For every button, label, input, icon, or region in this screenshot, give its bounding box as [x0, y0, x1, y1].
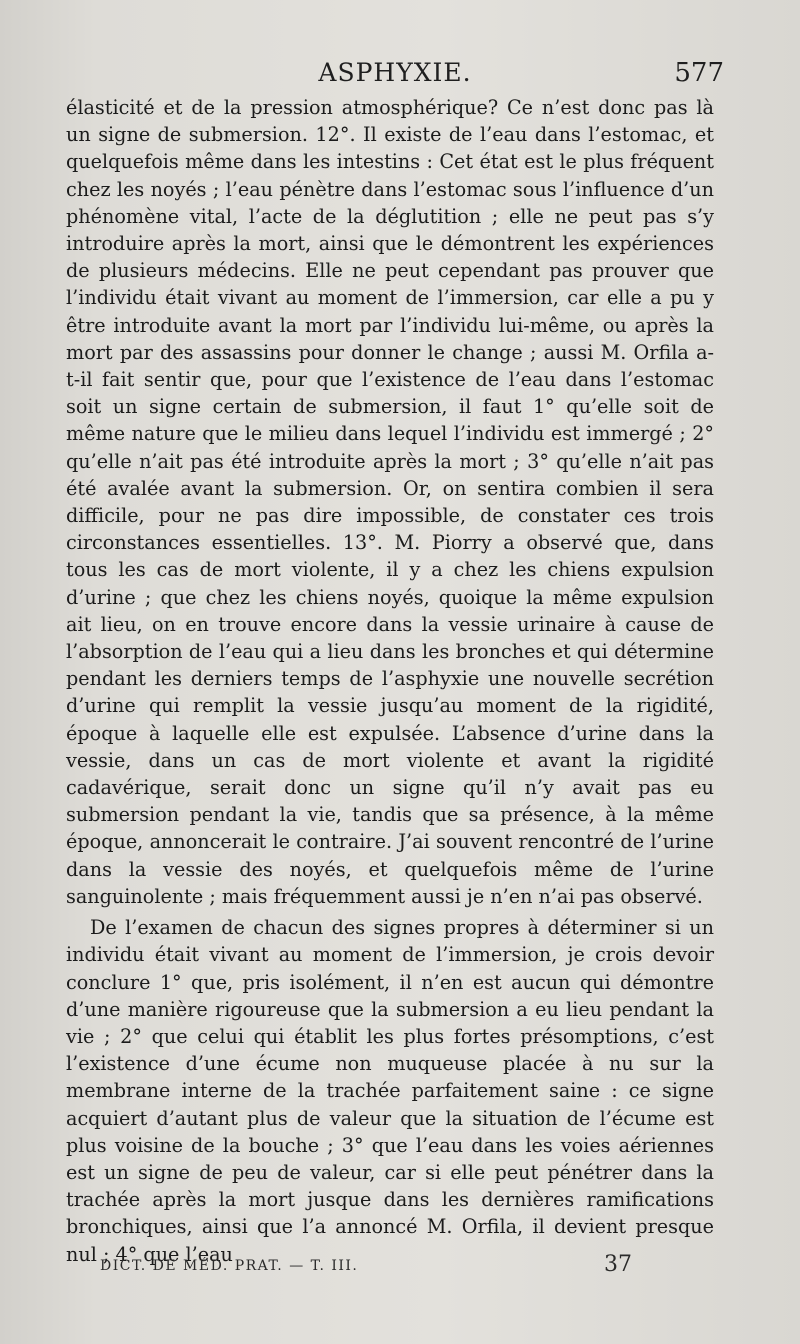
paragraph-2: De l’examen de chacun des signes propres à déterminer si un individu était vivant au moment de l’immersion, je crois devoir conclure 1° que, pris isolément, il n’en est aucun qui démontre d’une manière rigoureuse que la submersion a eu lieu pendant la vie ; 2° que celui qui établit les plus fortes présomptions, c’est l’existence d’une écume non muqueuse placée à nu sur la membrane interne de la trachée parfaitement saine : ce signe acquiert d’autant plus de valeur que la situation de l’écume est plus voisine de la bouche ; 3° que l’eau dans les voies aériennes est un signe de peu de valeur, car si elle peut pénétrer dans la trachée après la mort jusque dans les dernières ramifications bronchiques, ainsi que l’a annoncé M. Orfila, il devient presque nul ; 4° que l’eau: [66, 916, 714, 1266]
page-footer: [100, 1252, 660, 1282]
signature-mark: 37: [604, 1252, 632, 1277]
body-text: [66, 94, 714, 1268]
paragraph-1: élasticité et de la pression atmosphérique? Ce n’est donc pas là un signe de submersion. 12°. Il existe de l’eau dans l’estomac, et quelquefois même dans les intestins : Cet état est le plus fréquent chez les noyés ; l’eau pénètre dans l’estomac sous l’influence d’un phénomène vital, l’acte de la déglutition ; elle ne peut pas s’y introduire après la mort, ainsi que le démontrent les expériences de plusieurs médecins. Elle ne peut cependant pas prouver que l’individu était vivant au moment de l’immersion, car elle a pu y être introduite avant la mort par l’individu lui-même, ou après la mort par des assassins pour donner le change ; aussi M. Orfila a-t-il fait sentir que, pour que l’existence de l’eau dans l’estomac soit un signe certain de submersion, il faut 1° qu’elle soit de même nature que le milieu dans lequel l’individu est immergé ; 2° qu’elle n’ait pas été introduite après la mort ; 3° qu’elle n’ait pas été avalée avant la submersion. Or, on sentira combien il sera difficile, pour ne pas dire impossible, de constater ces trois circonstances essentielles. 13°. M. Piorry a observé que, dans tous les cas de mort violente, il y a chez les chiens expulsion d’urine ; que chez les chiens noyés, quoique la même expulsion ait lieu, on en trouve encore dans la vessie urinaire à cause de l’absorption de l’eau qui a lieu dans les bronches et qui détermine pendant les derniers temps de l’asphyxie une nouvelle secrétion d’urine qui remplit la vessie jusqu’au moment de la rigidité, époque à laquelle elle est expulsée. L’absence d’urine dans la vessie, dans un cas de mort violente et avant la rigidité cadavérique, serait donc un signe qu’il n’y avait pas eu submersion pendant la vie, tandis que sa présence, à la même époque, annoncerait le contraire. J’ai souvent rencontré de l’urine dans la vessie des noyés, et quelquefois même de l’urine sanguinolente ; mais fréquemment aussi je n’en n’ai pas observé.: [66, 96, 714, 908]
signature-line: DICT. DE MÉD. PRAT. — T. III.: [100, 1258, 359, 1274]
running-title: ASPHYXIE.: [318, 58, 472, 87]
page-header: [66, 58, 724, 92]
page-number: 577: [674, 58, 724, 88]
